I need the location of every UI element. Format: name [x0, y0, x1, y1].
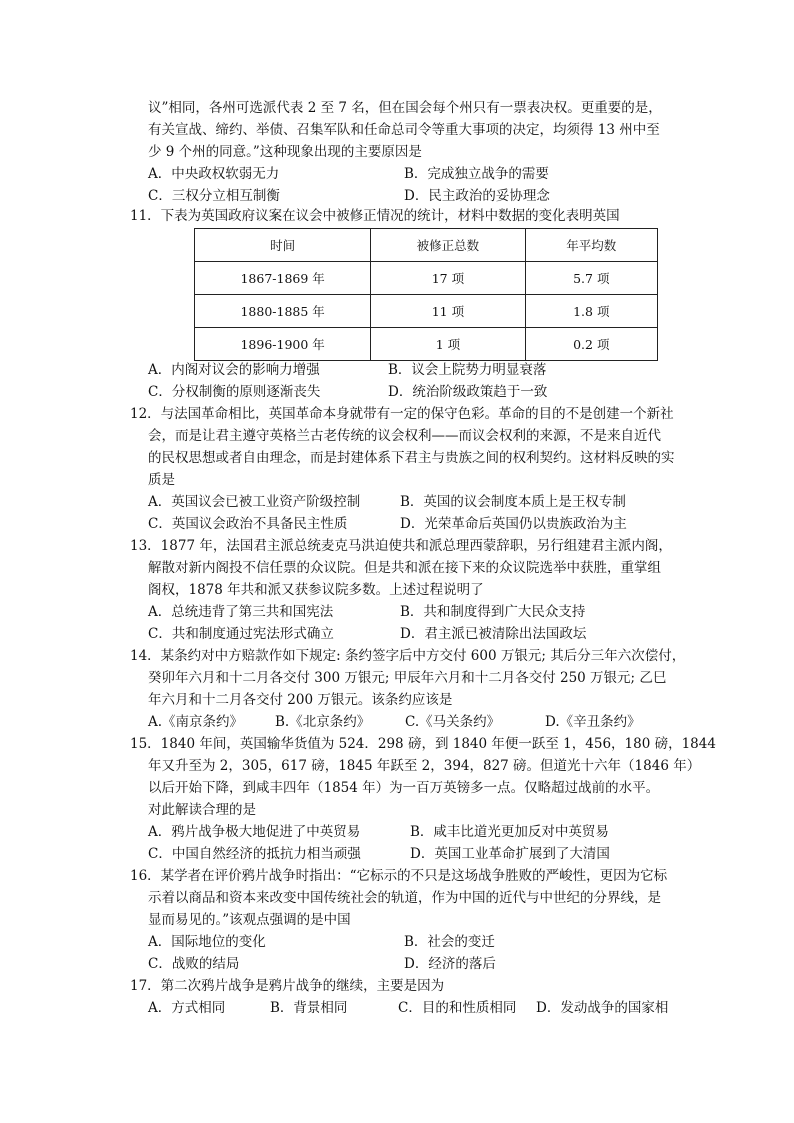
question-text-line: 13．1877 年，法国君主派总统麦克马洪迫使共和派总理西蒙辞职，另行组建君主派内阁， — [130, 538, 672, 554]
option-a: A．英国议会已被工业资产阶级控制 — [148, 494, 361, 510]
option-c: C．战败的结局 — [148, 956, 240, 972]
table-row — [195, 295, 658, 328]
option-a: A．国际地位的变化 — [148, 934, 266, 950]
table-cell: 1880-1885 年 — [195, 295, 371, 328]
question-text-line: 年又升至为 2，305，617 磅，1845 年跃至 2，394，827 磅。但道光十六年（1846 年） — [148, 758, 701, 774]
column-header-average: 年平均数 — [525, 229, 657, 262]
option-b: B．议会上院势力明显衰落 — [388, 362, 547, 378]
question-text-line: 癸卯年六月和十二月各交付 300 万银元; 甲辰年六月和十二月各交付 250 万银元; 乙巳 — [148, 670, 667, 686]
option-b: B．英国的议会制度本质上是王权专制 — [400, 494, 626, 510]
question-text-line: 12．与法国革命相比，英国革命本身就带有一定的保守色彩。革命的目的不是创建一个新社 — [130, 406, 674, 422]
question-text-line: 议”相同，各州可选派代表 2 至 7 名，但在国会每个州只有一票表决权。更重要的是， — [148, 100, 662, 116]
option-d: D．英国工业革命扩展到了大清国 — [410, 846, 610, 862]
option-d: D．民主政治的妥协理念 — [404, 188, 550, 204]
question-stem: 11．下表为英国政府议案在议会中被修正情况的统计，材料中数据的变化表明英国 — [130, 208, 620, 224]
question-text-line: 阁权，1878 年共和派又获参议院多数。上述过程说明了 — [148, 582, 484, 598]
question-text-line: 质是 — [148, 472, 175, 488]
question-text-line: 示着以商品和资本来改变中国传统社会的轨道，作为中国的近代与中世纪的分界线，是 — [148, 890, 661, 906]
option-a: A．内阁对议会的影响力增强 — [148, 362, 320, 378]
table-cell: 5.7 项 — [525, 262, 657, 295]
table-row — [195, 328, 658, 361]
option-d: D．光荣革命后英国仍以贵族政治为主 — [400, 516, 627, 532]
question-text-line: 14．某条约对中方赔款作如下规定: 条约签字后中方交付 600 万银元; 其后分三年六次偿付， — [130, 648, 686, 664]
table-header-row — [195, 229, 658, 262]
option-b: B．咸丰比道光更加反对中英贸易 — [410, 824, 609, 840]
option-a: A．总统违背了第三共和国宪法 — [148, 604, 334, 620]
option-c: C．共和制度通过宪法形式确立 — [148, 626, 334, 642]
option-c: C.《马关条约》 — [405, 714, 501, 730]
question-text-line: 以后开始下降，到咸丰四年（1854 年）为一百万英镑多一点。仅略超过战前的水平。 — [148, 780, 660, 796]
question-text-line: 对此解读合理的是 — [148, 802, 256, 818]
option-c: C．中国自然经济的抵抗力相当顽强 — [148, 846, 361, 862]
question-text-line: 16．某学者在评价鸦片战争时指出：“它标示的不只是这场战争胜败的严峻性，更因为它标 — [130, 868, 668, 884]
question-stem: 17．第二次鸦片战争是鸦片战争的继续，主要是因为 — [130, 978, 445, 994]
option-b: B．共和制度得到广大民众支持 — [400, 604, 586, 620]
option-c: C．三权分立相互制衡 — [148, 188, 280, 204]
option-d: D．发动战争的国家相 — [536, 1000, 669, 1016]
question-text-line: 会，而是让君主遵守英格兰古老传统的议会权利——而议会权利的来源，不是来自近代 — [148, 428, 661, 444]
option-c: C．英国议会政治不具备民主性质 — [148, 516, 348, 532]
option-d: D．经济的落后 — [404, 956, 496, 972]
question-text-line: 解散对新内阁投不信任票的众议院。但是共和派在接下来的众议院选举中获胜，重掌组 — [148, 560, 661, 576]
question-text-line: 15．1840 年间，英国输华货值为 524．298 磅，到 1840 年便一跃至 1，456，180 磅，1844 — [130, 736, 716, 752]
table-cell: 0.2 项 — [525, 328, 657, 361]
question-text-line: 的民权思想或者自由理念，而是封建体系下君主与贵族之间的权利契约。这材料反映的实 — [148, 450, 675, 466]
question-text-line: 年六月和十二月各交付 200 万银元。该条约应该是 — [148, 692, 453, 708]
option-b: B．社会的变迁 — [404, 934, 495, 950]
option-a: A．中央政权软弱无力 — [148, 166, 280, 182]
option-c: C．目的和性质相同 — [398, 1000, 517, 1016]
option-d: D.《辛丑条约》 — [545, 714, 641, 730]
question-text-line: 显而易见的。”该观点强调的是中国 — [148, 912, 351, 928]
table-cell: 1 项 — [371, 328, 525, 361]
table-cell: 1896-1900 年 — [195, 328, 371, 361]
option-d: D．统治阶级政策趋于一致 — [388, 384, 548, 400]
question-text-line: 有关宣战、缔约、举债、召集军队和任命总司令等重大事项的决定，均须得 13 州中至 — [148, 122, 660, 138]
question-text-line: 少 9 个州的同意。”这种现象出现的主要原因是 — [148, 144, 422, 160]
table-cell: 17 项 — [371, 262, 525, 295]
option-a: A.《南京条约》 — [148, 714, 244, 730]
option-b: B．背景相同 — [270, 1000, 348, 1016]
option-b: B．完成独立战争的需要 — [404, 166, 549, 182]
statistics-table — [194, 228, 658, 361]
table-cell: 1.8 项 — [525, 295, 657, 328]
table-row — [195, 262, 658, 295]
option-a: A．鸦片战争极大地促进了中英贸易 — [148, 824, 361, 840]
option-b: B.《北京条约》 — [275, 714, 371, 730]
option-c: C．分权制衡的原则逐渐丧失 — [148, 384, 321, 400]
option-d: D．君主派已被清除出法国政坛 — [400, 626, 587, 642]
table-cell: 11 项 — [371, 295, 525, 328]
column-header-time: 时间 — [195, 229, 371, 262]
table-cell: 1867-1869 年 — [195, 262, 371, 295]
option-a: A．方式相同 — [148, 1000, 226, 1016]
column-header-total: 被修正总数 — [371, 229, 525, 262]
